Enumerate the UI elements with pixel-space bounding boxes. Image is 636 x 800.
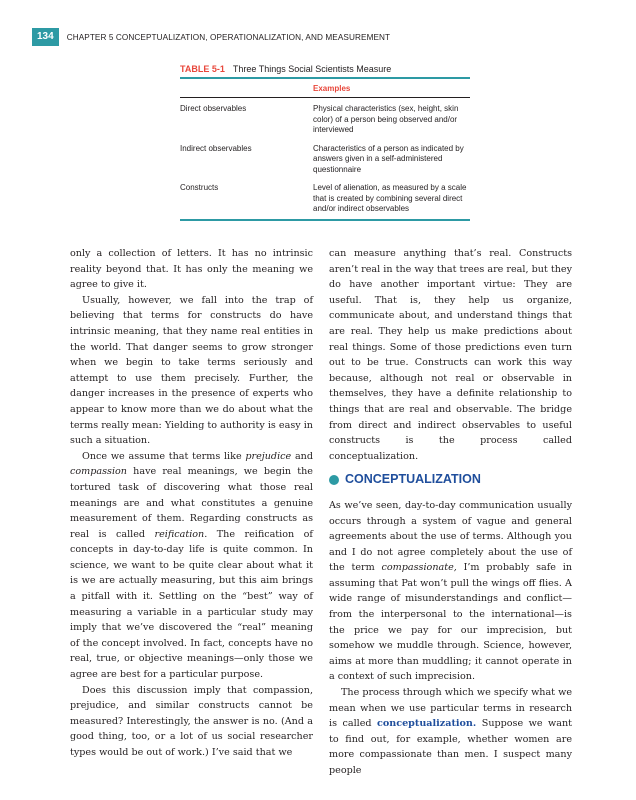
running-header	[32, 28, 390, 46]
text-run: As we’ve seen, day-to-day communication usually occurs through a system of vague and general agreements about the use of terms. Although you and I do not agree completely about the use of the term	[329, 499, 572, 574]
table-row	[180, 175, 470, 219]
text-run: The reification of concepts in day-to-day life is quite common. In science, we want to be quite clear about what it is we are actually measuring, but this aim brings a pitfall with it. Settling on the “best” way of measuring a variable in a particular study may imply that we’ve discovered the “real” meaning of the concept involved. In fact, concepts have no real, true, or objective meanings—only those we agree are best for a particular purpose.	[70, 528, 313, 681]
paragraph: Does this discussion imply that compassion, prejudice, and similar constructs cannot be measured? Interestingly, the answer is no. (And a good thing, too, or a lot of us social researcher types would be out of work.) I’ve said that we	[70, 684, 313, 758]
paragraph	[329, 685, 572, 779]
table-bottom-rule	[180, 219, 470, 221]
section-heading-text: CONCEPTUALIZATION	[345, 472, 481, 487]
bullet-dot-icon	[329, 475, 339, 485]
table-5-1	[180, 64, 470, 221]
chapter-title: CHAPTER 5 CONCEPTUALIZATION, OPERATIONALIZATION, AND MEASUREMENT	[66, 32, 391, 42]
table-label: TABLE 5-1	[180, 64, 225, 74]
paragraph: only a collection of letters. It has no intrinsic reality beyond that. It has only the meaning we agree to give it.	[70, 248, 313, 291]
paragraph: can measure anything that’s real. Constructs aren’t real in the way that trees are real, but they do have another important virtue: They are useful. That is, they help us organize, communicate about, and understand things that are real. They help us make predictions about real things. Some of those predictions even turn out to be true. Constructs can work this way because, although not real or observable in themselves, they have a definite relationship to things that are real and observable. The bridge from direct and indirect observables to useful constructs is the process called conceptualization.	[329, 248, 572, 462]
table-row	[180, 136, 470, 176]
italic-term: reification.	[154, 528, 208, 540]
key-term: conceptualization.	[377, 718, 477, 730]
page-number: 134	[32, 28, 59, 46]
right-column	[329, 246, 572, 779]
italic-term: compassion	[70, 466, 127, 478]
table-title: Three Things Social Scientists Measure	[232, 64, 392, 74]
text-run: Once we assume that terms like	[82, 450, 246, 462]
italic-term: prejudice	[245, 450, 292, 462]
text-run: The process through which we specify what we mean when we use particular terms in research is called	[329, 687, 572, 730]
table-row-example: Characteristics of a person as indicated by answers given in a self-administered questionnaire	[313, 143, 464, 174]
text-run: Suppose we want to find out, for example, whether women are more compassionate than men. I suspect many people	[329, 718, 572, 776]
table-row-term: Constructs	[180, 183, 219, 192]
section-heading	[329, 472, 572, 488]
paragraph	[329, 498, 572, 685]
paragraph: Usually, however, we fall into the trap of believing that terms for constructs do have intrinsic meaning, that they name real entities in the world. That danger seems to grow stronger when we begin to take terms seriously and attempt to use them precisely. Further, the danger increases in the presence of experts who appear to know more than we do about what the terms really mean: Yielding to authority is easy in such a situation.	[70, 294, 313, 447]
table-column-header: Examples	[313, 84, 351, 93]
left-column	[70, 246, 313, 761]
table-row-example: Level of alienation, as measured by a scale that is created by combining several direct and/or indirect observables	[313, 183, 467, 213]
text-run: and	[291, 450, 313, 462]
table-row-term: Direct observables	[180, 104, 247, 113]
table-row	[180, 98, 470, 136]
table-caption	[180, 64, 470, 77]
table-row-term: Indirect observables	[180, 143, 252, 153]
text-run: have real meanings, we begin the tortured task of discovering what those real meanings are and what constitutes a genuine measurement of them. Regarding constructs as real is called	[70, 466, 313, 540]
italic-term: compassionate,	[381, 562, 457, 574]
paragraph	[70, 449, 313, 683]
text-run: I’m probably safe in assuming that Pat won’t pull the wings off flies. A wide range of misunderstandings and conflict—from the interpersonal to the international—is the price we pay for our imprecision, but somehow we muddle through. Science, however, aims at more than muddling; it cannot operate in a context of such imprecision.	[329, 562, 573, 683]
table-row-example: Physical characteristics (sex, height, skin color) of a person being observed and/or interviewed	[313, 104, 459, 134]
